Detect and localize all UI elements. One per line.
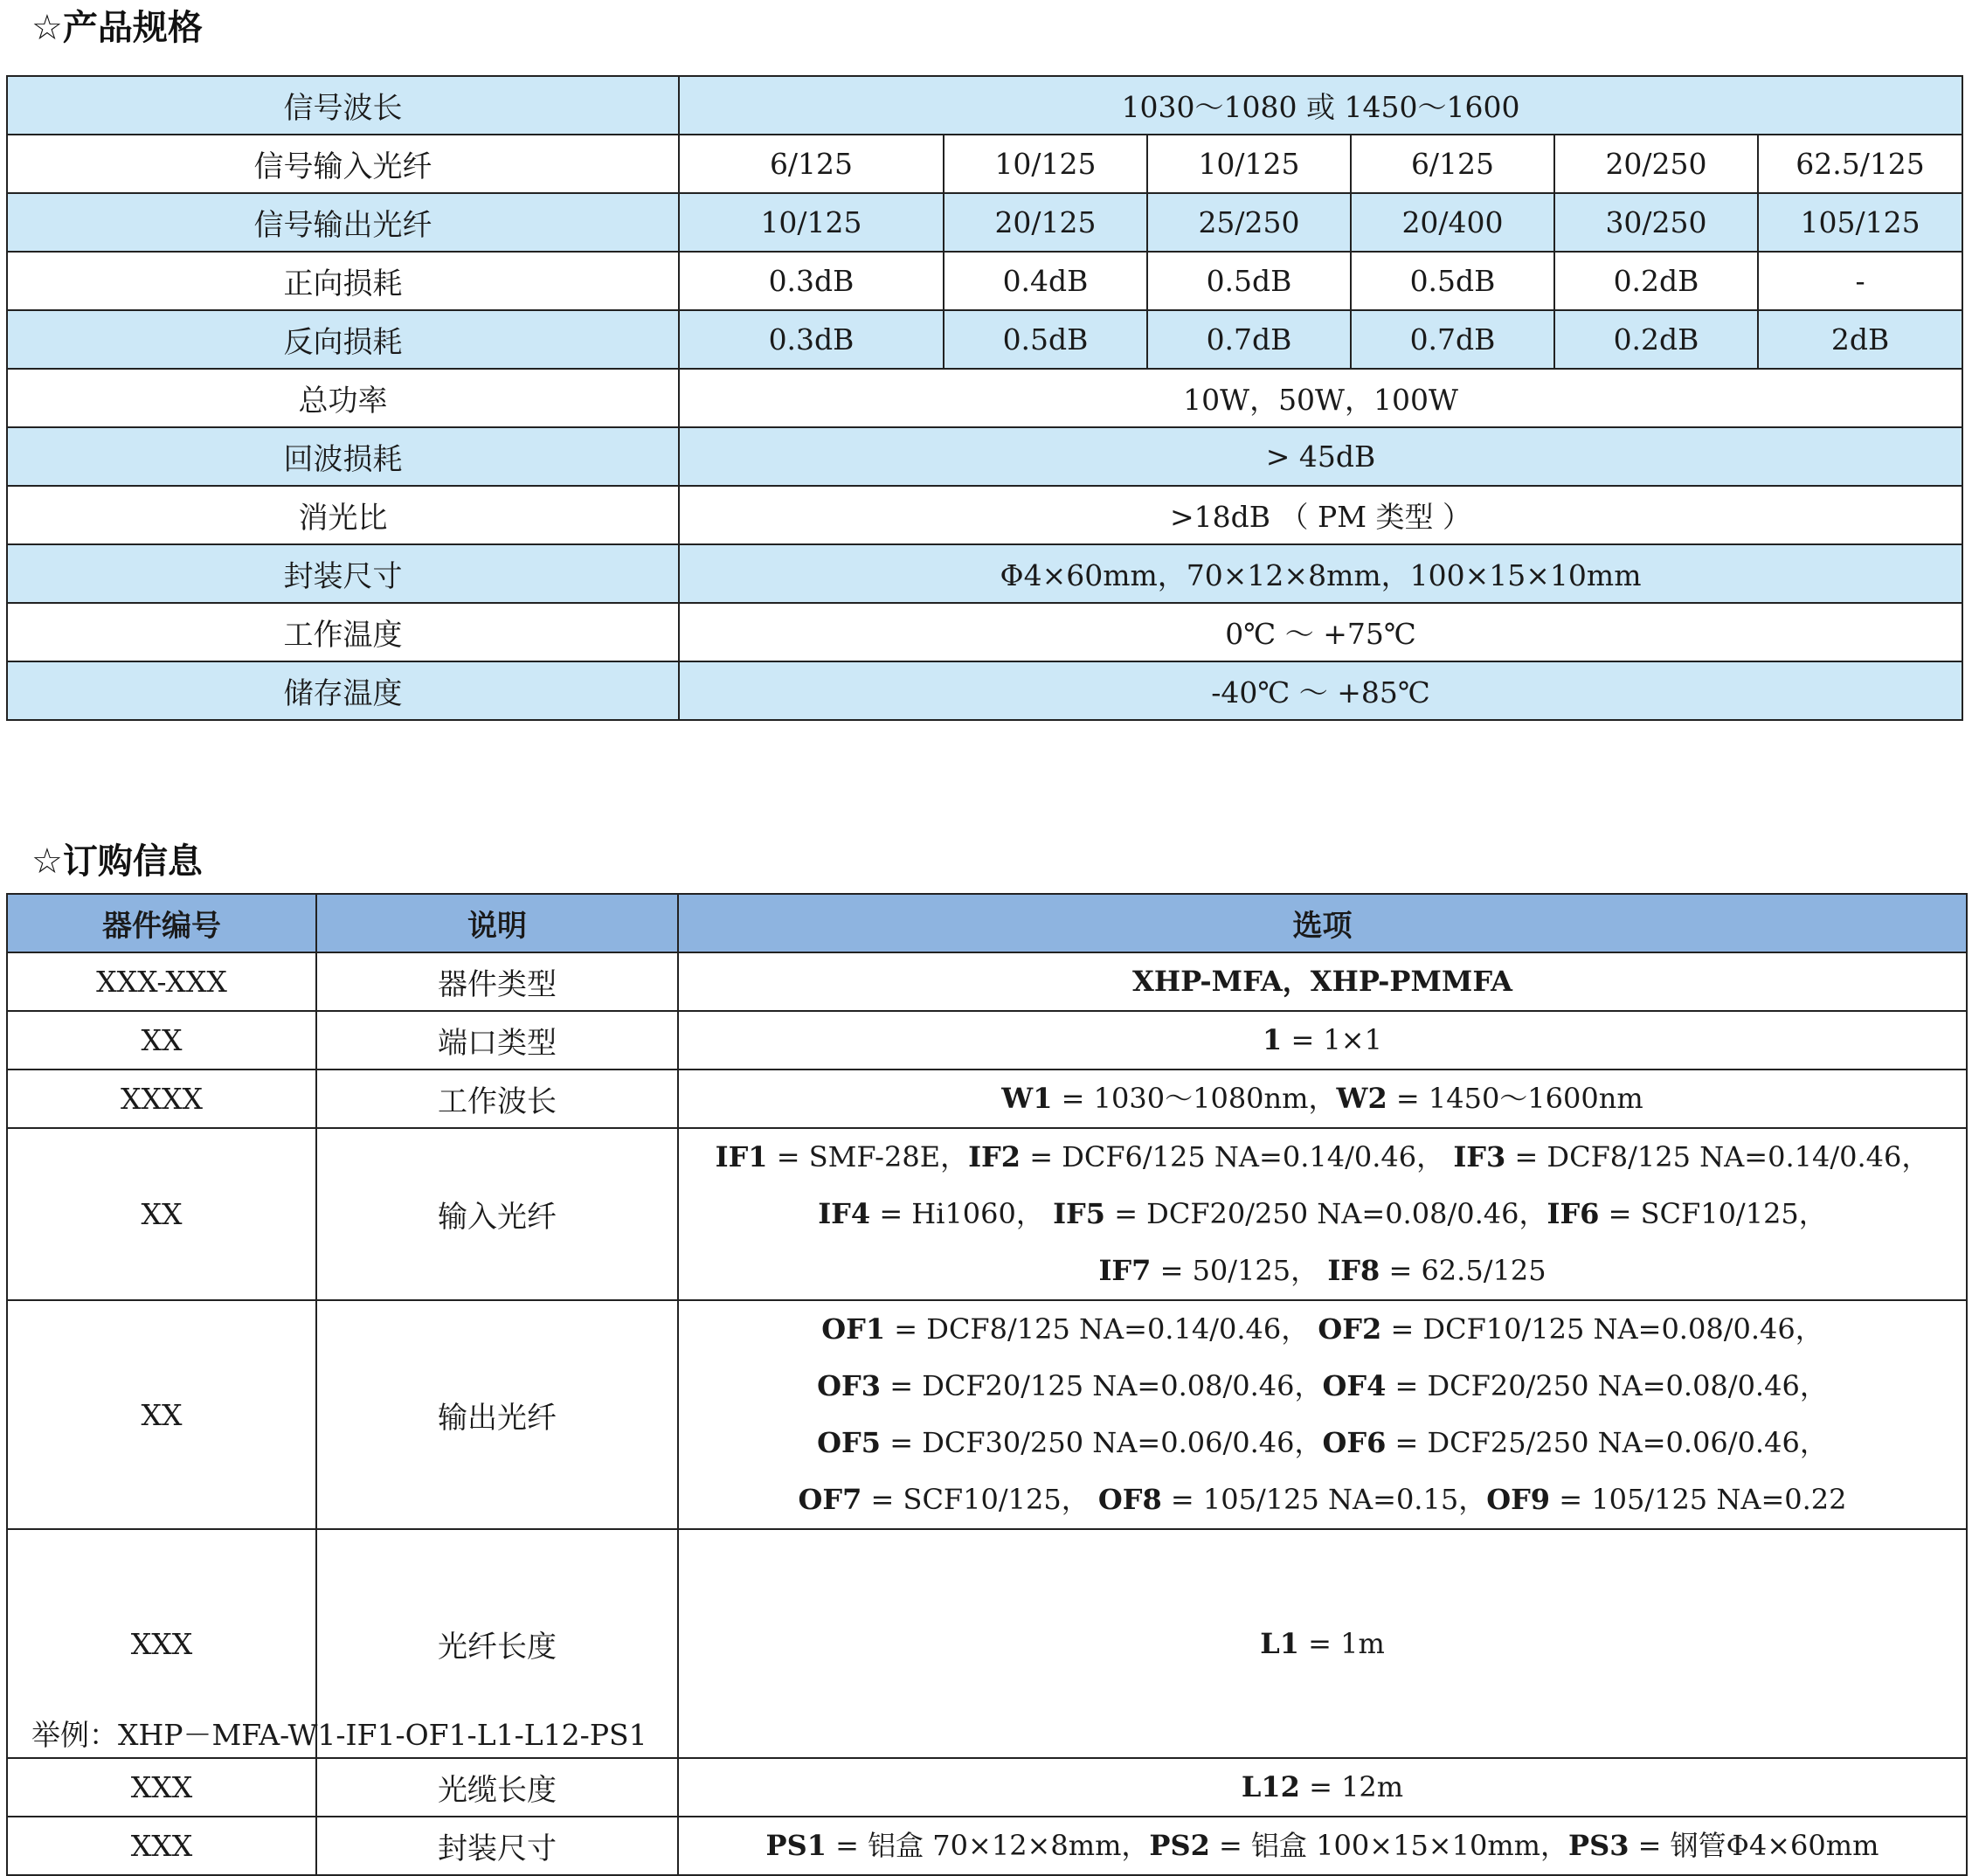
header-options: 选项 [678, 894, 1967, 952]
part-code: XXX-XXX [7, 952, 316, 1011]
option-text: = DCF30/250 NA=0.06/0.46， [881, 1426, 1323, 1459]
option-code: PS3 [1568, 1829, 1629, 1862]
option-text: = Hi1060， [870, 1197, 1054, 1230]
option-code: PS2 [1149, 1829, 1210, 1862]
spec-row-input-fiber [7, 135, 1962, 193]
option-line [679, 1243, 1966, 1299]
part-description: 光纤长度 [316, 1529, 678, 1758]
spec-label: 信号波长 [7, 76, 679, 135]
spec-label: 信号输出光纤 [7, 193, 679, 252]
order-heading: ☆订购信息 [31, 841, 203, 882]
part-description: 输出光纤 [316, 1300, 678, 1529]
option-line [679, 1358, 1966, 1415]
option-text: = 1×1 [1282, 1023, 1382, 1056]
option-text: = 1450～1600nm [1387, 1082, 1643, 1115]
option-code: IF8 [1327, 1254, 1380, 1287]
spec-cell: 20/250 [1554, 135, 1758, 193]
option-code: W2 [1336, 1082, 1387, 1115]
option-text: = 62.5/125 [1380, 1254, 1546, 1287]
spec-value: 1030～1080 或 1450～1600 [679, 76, 1962, 135]
spec-row-return-loss [7, 427, 1962, 486]
spec-row-output-fiber [7, 193, 1962, 252]
option-text: = 1m [1298, 1626, 1385, 1660]
option-text: = 铝盒 100×15×10mm， [1209, 1829, 1569, 1862]
spec-row-wavelength [7, 76, 1962, 135]
part-code: XXX [7, 1758, 316, 1817]
option-code: OF9 [1486, 1483, 1551, 1516]
spec-cell: 0.2dB [1554, 252, 1758, 310]
option-code: IF1 [715, 1140, 768, 1173]
option-code: IF4 [818, 1197, 871, 1230]
spec-cell: 0.5dB [944, 310, 1147, 369]
part-description: 工作波长 [316, 1070, 678, 1128]
spec-label: 总功率 [7, 369, 679, 427]
spec-cell: 25/250 [1147, 193, 1351, 252]
option-code: OF6 [1322, 1426, 1387, 1459]
option-text: = 105/125 NA=0.15， [1161, 1483, 1487, 1516]
part-code: XXXX [7, 1070, 316, 1128]
spec-cell: 105/125 [1758, 193, 1962, 252]
spec-row-storage-temp [7, 661, 1962, 720]
part-description: 输入光纤 [316, 1128, 678, 1300]
option-line [679, 953, 1966, 1010]
order-row [7, 1070, 1967, 1128]
option-line [679, 1616, 1966, 1672]
spec-label: 工作温度 [7, 603, 679, 661]
spec-cell: 0.7dB [1147, 310, 1351, 369]
option-code: IF6 [1546, 1197, 1600, 1230]
order-row [7, 1011, 1967, 1070]
order-header-row [7, 894, 1967, 952]
option-line [679, 1759, 1966, 1816]
spec-value: 0℃ ～ +75℃ [679, 603, 1962, 661]
spec-row-forward-loss [7, 252, 1962, 310]
option-code: OF7 [798, 1483, 862, 1516]
part-options [678, 1817, 1967, 1875]
option-line [679, 1301, 1966, 1358]
part-description: 封装尺寸 [316, 1817, 678, 1875]
option-line [679, 1129, 1966, 1186]
option-code: L12 [1241, 1770, 1300, 1803]
order-row [7, 1300, 1967, 1529]
option-code: 1 [1263, 1023, 1283, 1056]
spec-value: 10W，50W，100W [679, 369, 1962, 427]
option-line [679, 1817, 1966, 1874]
option-line [679, 1012, 1966, 1069]
part-code: XX [7, 1128, 316, 1300]
option-text: = 12m [1299, 1770, 1404, 1803]
spec-value: -40℃ ～ +85℃ [679, 661, 1962, 720]
spec-value: > 45dB [679, 427, 1962, 486]
part-description: 器件类型 [316, 952, 678, 1011]
option-text: = DCF8/125 NA=0.14/0.46， [1505, 1140, 1930, 1173]
option-code: IF7 [1098, 1254, 1152, 1287]
header-description: 说明 [316, 894, 678, 952]
spec-cell: 6/125 [1351, 135, 1554, 193]
part-options [678, 1070, 1967, 1128]
option-code: W1 [1001, 1082, 1053, 1115]
spec-cell: 20/400 [1351, 193, 1554, 252]
spec-cell: 10/125 [944, 135, 1147, 193]
option-text: = SMF-28E， [767, 1140, 969, 1173]
option-text: = SCF10/125， [861, 1483, 1098, 1516]
part-code: XXX [7, 1529, 316, 1758]
spec-cell: 0.7dB [1351, 310, 1554, 369]
spec-cell: 0.5dB [1351, 252, 1554, 310]
spec-cell: 62.5/125 [1758, 135, 1962, 193]
option-code: XHP-MFA，XHP-PMMFA [1132, 965, 1512, 998]
order-row [7, 952, 1967, 1011]
spec-value: Φ4×60mm，70×12×8mm，100×15×10mm [679, 544, 1962, 603]
option-text: = SCF10/125， [1599, 1197, 1827, 1230]
spec-row-reverse-loss [7, 310, 1962, 369]
option-code: IF2 [968, 1140, 1021, 1173]
spec-cell: 0.2dB [1554, 310, 1758, 369]
option-text: = 1030～1080nm， [1052, 1082, 1337, 1115]
spec-row-operating-temp [7, 603, 1962, 661]
option-code: OF3 [817, 1369, 882, 1402]
option-line [679, 1186, 1966, 1243]
spec-row-package-size [7, 544, 1962, 603]
order-row [7, 1817, 1967, 1875]
header-part-number: 器件编号 [7, 894, 316, 952]
option-text: = 钢管Φ4×60mm [1629, 1829, 1879, 1862]
spec-cell: - [1758, 252, 1962, 310]
option-code: IF3 [1453, 1140, 1506, 1173]
option-text: = 50/125， [1151, 1254, 1328, 1287]
spec-label: 封装尺寸 [7, 544, 679, 603]
spec-label: 消光比 [7, 486, 679, 544]
spec-label: 回波损耗 [7, 427, 679, 486]
spec-label: 正向损耗 [7, 252, 679, 310]
order-row [7, 1758, 1967, 1817]
option-text: = DCF6/125 NA=0.14/0.46， [1021, 1140, 1454, 1173]
spec-cell: 0.3dB [679, 252, 944, 310]
spec-cell: 0.4dB [944, 252, 1147, 310]
spec-cell: 6/125 [679, 135, 944, 193]
option-text: = DCF10/125 NA=0.08/0.46， [1381, 1312, 1823, 1346]
part-code: XX [7, 1011, 316, 1070]
part-options [678, 1011, 1967, 1070]
option-text: = DCF20/250 NA=0.08/0.46， [1386, 1369, 1828, 1402]
part-code: XXX [7, 1817, 316, 1875]
spec-cell: 2dB [1758, 310, 1962, 369]
spec-label: 信号输入光纤 [7, 135, 679, 193]
part-code: XX [7, 1300, 316, 1529]
part-options [678, 952, 1967, 1011]
spec-heading: ☆产品规格 [31, 8, 203, 48]
option-code: L1 [1260, 1626, 1299, 1660]
spec-label: 储存温度 [7, 661, 679, 720]
option-text: = DCF20/125 NA=0.08/0.46， [881, 1369, 1323, 1402]
option-code: IF5 [1053, 1197, 1106, 1230]
option-text: = DCF20/250 NA=0.08/0.46， [1105, 1197, 1547, 1230]
option-code: OF8 [1097, 1483, 1162, 1516]
spec-cell: 10/125 [679, 193, 944, 252]
spec-cell: 10/125 [1147, 135, 1351, 193]
spec-row-total-power [7, 369, 1962, 427]
spec-table [6, 75, 1963, 721]
order-row [7, 1128, 1967, 1300]
option-text: = DCF8/125 NA=0.14/0.46， [885, 1312, 1318, 1346]
option-code: PS1 [765, 1829, 827, 1862]
ordering-example: 举例：XHP－MFA-W1-IF1-OF1-L1-L12-PS1 [31, 1718, 647, 1752]
option-code: OF2 [1318, 1312, 1382, 1346]
part-description: 光缆长度 [316, 1758, 678, 1817]
option-code: OF1 [821, 1312, 886, 1346]
part-options [678, 1529, 1967, 1758]
spec-row-extinction-ratio [7, 486, 1962, 544]
spec-cell: 0.5dB [1147, 252, 1351, 310]
spec-label: 反向损耗 [7, 310, 679, 369]
option-code: OF4 [1322, 1369, 1387, 1402]
option-line [679, 1070, 1966, 1127]
option-text: = DCF25/250 NA=0.06/0.46， [1386, 1426, 1828, 1459]
option-line [679, 1471, 1966, 1528]
option-text: = 105/125 NA=0.22 [1550, 1483, 1847, 1516]
part-options [678, 1128, 1967, 1300]
option-line [679, 1415, 1966, 1471]
option-code: OF5 [817, 1426, 882, 1459]
spec-cell: 30/250 [1554, 193, 1758, 252]
part-options [678, 1300, 1967, 1529]
spec-cell: 20/125 [944, 193, 1147, 252]
option-text: = 铝盒 70×12×8mm， [826, 1829, 1150, 1862]
part-description: 端口类型 [316, 1011, 678, 1070]
spec-cell: 0.3dB [679, 310, 944, 369]
spec-value: >18dB （ PM 类型 ） [679, 486, 1962, 544]
part-options [678, 1758, 1967, 1817]
